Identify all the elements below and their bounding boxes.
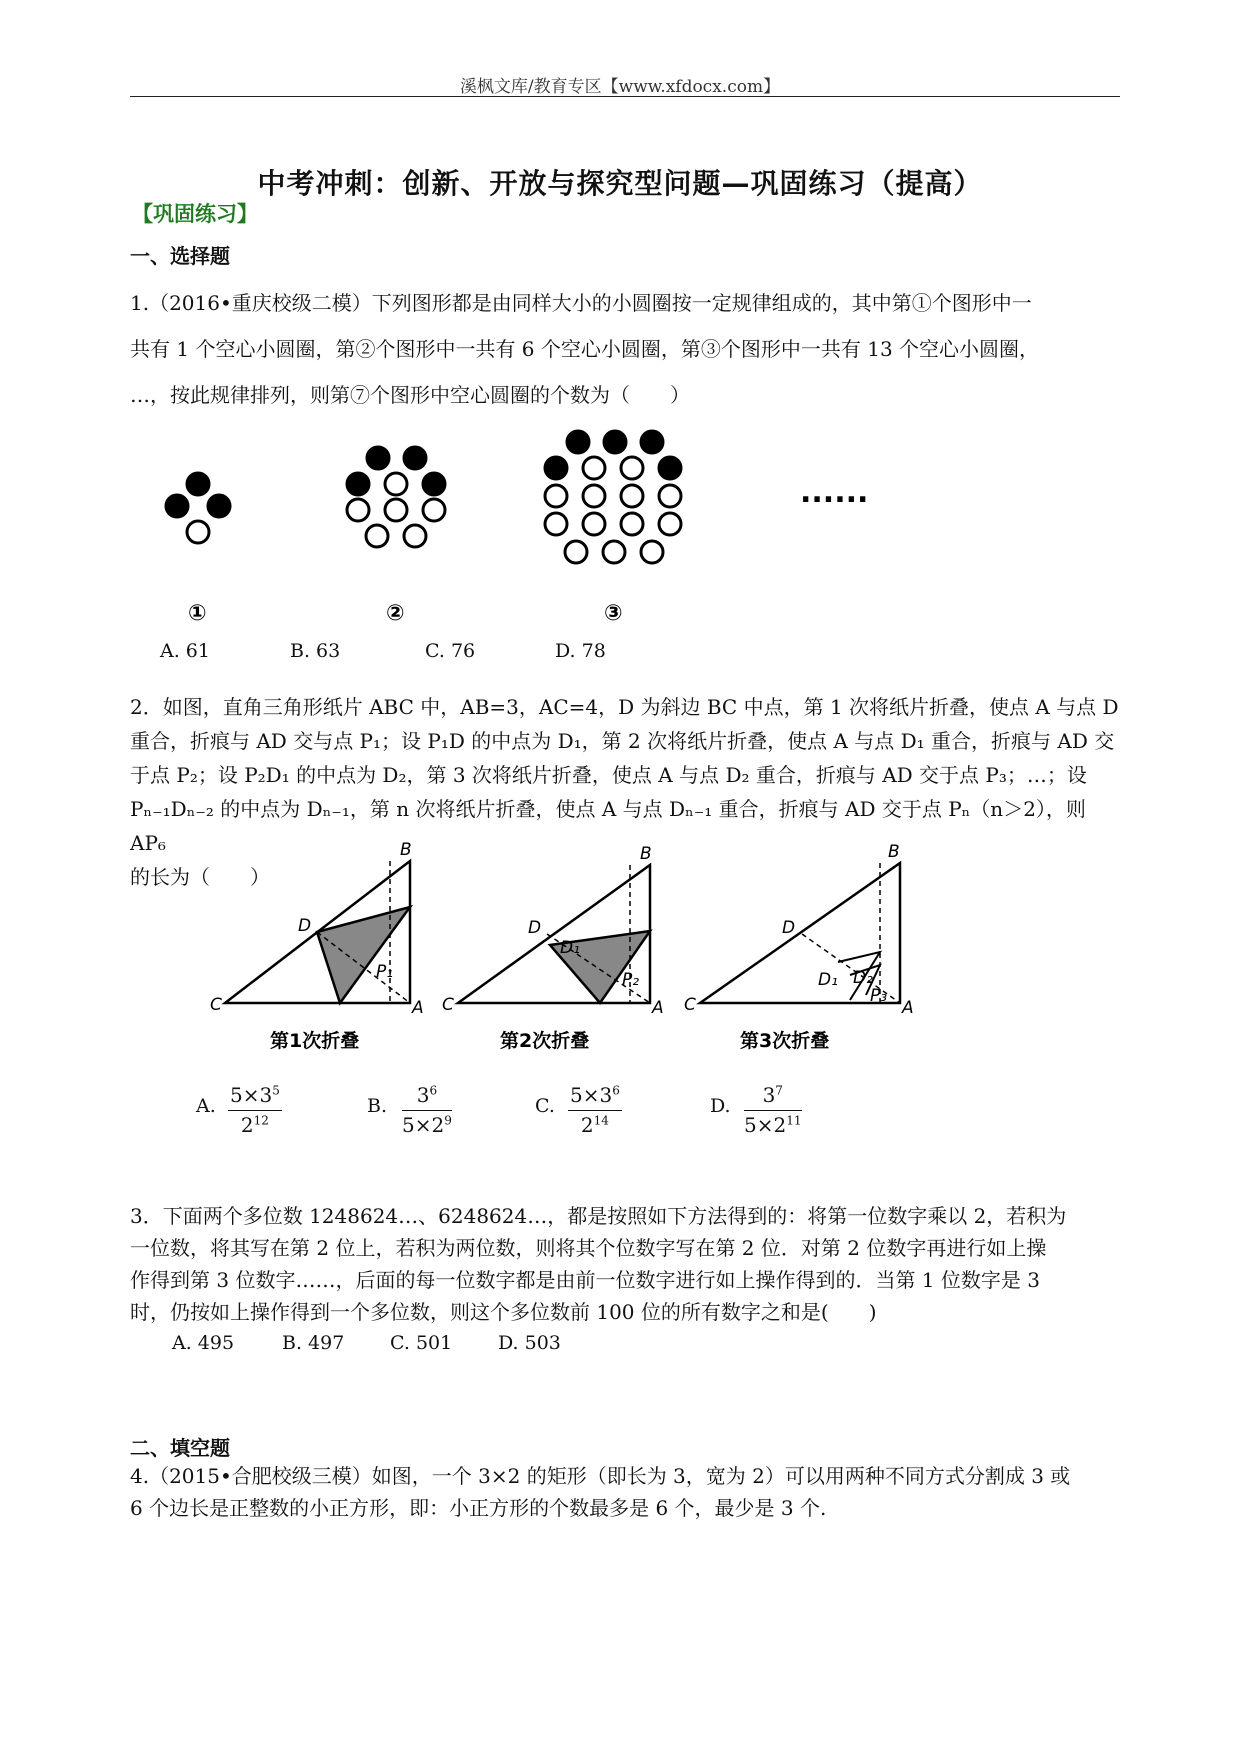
answer-fraction: $\frac{3^6}{5\times 2^9}$ <box>402 1083 452 1137</box>
svg-text:C: C <box>684 995 696 1015</box>
fold-caption: 第3次折叠 <box>740 1030 830 1052</box>
svg-text:A: A <box>412 998 424 1018</box>
pattern-label: ③ <box>604 601 623 626</box>
answer-option-label: C. <box>535 1095 555 1117</box>
section-heading-fill: 二、填空题 <box>130 1436 230 1460</box>
svg-text:D₁: D₁ <box>818 970 838 990</box>
header-divider <box>130 96 1120 97</box>
answer-option: A. 495 <box>172 1332 235 1354</box>
svg-text:B: B <box>888 842 900 862</box>
answer-option: B. 497 <box>282 1332 345 1354</box>
svg-text:A: A <box>902 998 914 1018</box>
answer-option: C. 501 <box>390 1332 453 1354</box>
svg-text:P₂: P₂ <box>622 970 640 990</box>
question-4-line: 4.（2015•合肥校级三模）如图，一个 3×2 的矩形（即长为 3，宽为 2）可以用两种不同方式分割成 3 或 <box>130 1464 1071 1488</box>
pattern-3 <box>545 431 681 563</box>
answer-option-label: B. <box>367 1095 388 1117</box>
question-2-line: 的长为（ ） <box>130 865 270 889</box>
svg-text:P₁: P₁ <box>376 962 394 982</box>
question-4 <box>130 1460 1125 1524</box>
section-tag: 【巩固练习】 <box>132 202 258 226</box>
pattern-2 <box>347 447 445 547</box>
question-3-line: 时，仍按如上操作得到一个多位数，则这个多位数前 100 位的所有数字之和是( ) <box>130 1300 877 1324</box>
pattern-label: ① <box>188 601 207 626</box>
question-3 <box>130 1200 1125 1328</box>
answer-fraction: $\frac{5\times 3^6}{2^{14}}$ <box>570 1083 620 1137</box>
svg-text:B: B <box>400 840 412 860</box>
pattern-label: ② <box>386 601 405 626</box>
svg-text:D₁: D₁ <box>560 938 580 958</box>
question-3-line: 一位数，将其写在第 2 位上，若积为两位数，则将其个位数字写在第 2 位．对第 2 位数字再进行如上操 <box>130 1236 1047 1260</box>
fold-caption: 第1次折叠 <box>270 1030 360 1052</box>
question-1-line: 1.（2016•重庆校级二模）下列图形都是由同样大小的小圆圈按一定规律组成的，其中第①个图形中一 <box>130 291 1032 315</box>
svg-text:D: D <box>782 918 796 938</box>
answer-fraction: $\frac{5\times 3^5}{2^{12}}$ <box>230 1083 280 1137</box>
svg-text:B: B <box>640 844 652 864</box>
section-heading-choice: 一、选择题 <box>130 244 230 268</box>
fold-caption: 第2次折叠 <box>500 1030 590 1052</box>
page-header: 溪枫文库/教育专区【www.xfdocx.com】 <box>459 77 781 97</box>
question-1 <box>130 280 1125 418</box>
page-title: 中考冲刺：创新、开放与探究型问题—巩固练习（提高） <box>257 167 983 200</box>
circle-pattern-figure <box>130 420 910 630</box>
pattern-1 <box>166 473 230 543</box>
question-2-line: 重合，折痕与 AD 交与点 P₁；设 P₁D 的中点为 D₁，第 2 次将纸片折叠，使点 A 与点 D₁ 重合，折痕与 AD 交 <box>130 729 1115 753</box>
answer-option: A. 61 <box>160 640 210 662</box>
answer-option-label: A. <box>196 1095 216 1117</box>
question-2-line: 2．如图，直角三角形纸片 ABC 中，AB=3，AC=4，D 为斜边 BC 中点，第 1 次将纸片折叠，使点 A 与点 D <box>130 695 1119 719</box>
svg-text:D₂: D₂ <box>853 968 873 988</box>
answer-option: D. 78 <box>555 640 606 662</box>
question-2-line: Pₙ₋₁Dₙ₋₂ 的中点为 Dₙ₋₁，第 n 次将纸片折叠，使点 A 与点 Dₙ₋₁ 重合，折痕与 AD 交于点 Pₙ（n＞2），则 AP₆ <box>130 797 1086 855</box>
svg-text:C: C <box>210 995 222 1015</box>
answer-option: D. 503 <box>498 1332 561 1354</box>
question-1-line: 共有 1 个空心小圆圈，第②个图形中一共有 6 个空心小圆圈，第③个图形中一共有 13 个空心小圆圈， <box>130 337 1040 361</box>
answer-fraction: $\frac{3^7}{5\times 2^{11}}$ <box>744 1083 802 1137</box>
svg-text:D: D <box>528 918 542 938</box>
svg-text:A: A <box>652 998 664 1018</box>
answer-option-label: D. <box>710 1095 731 1117</box>
answer-option: C. 76 <box>425 640 476 662</box>
folding-figure <box>190 835 930 1055</box>
svg-text:D: D <box>298 916 312 936</box>
svg-text:C: C <box>442 995 454 1015</box>
question-4-line: 6 个边长是正整数的小正方形，即：小正方形的个数最多是 6 个，最少是 3 个. <box>130 1496 827 1520</box>
question-1-line: …，按此规律排列，则第⑦个图形中空心圆圈的个数为（ ） <box>130 383 690 407</box>
question-3-line: 3．下面两个多位数 1248624…、6248624…，都是按照如下方法得到的：将第一位数字乘以 2，若积为 <box>130 1204 1067 1228</box>
svg-text:P₃: P₃ <box>870 986 888 1006</box>
continuation-dots: ...... <box>800 475 869 510</box>
question-2-line: 于点 P₂；设 P₂D₁ 的中点为 D₂，第 3 次将纸片折叠，使点 A 与点 D₂ 重合，折痕与 AD 交于点 P₃；…；设 <box>130 763 1087 787</box>
question-3-line: 作得到第 3 位数字……，后面的每一位数字都是由前一位数字进行如上操作得到的．当第 1 位数字是 3 <box>130 1268 1040 1292</box>
answer-option: B. 63 <box>290 640 341 662</box>
